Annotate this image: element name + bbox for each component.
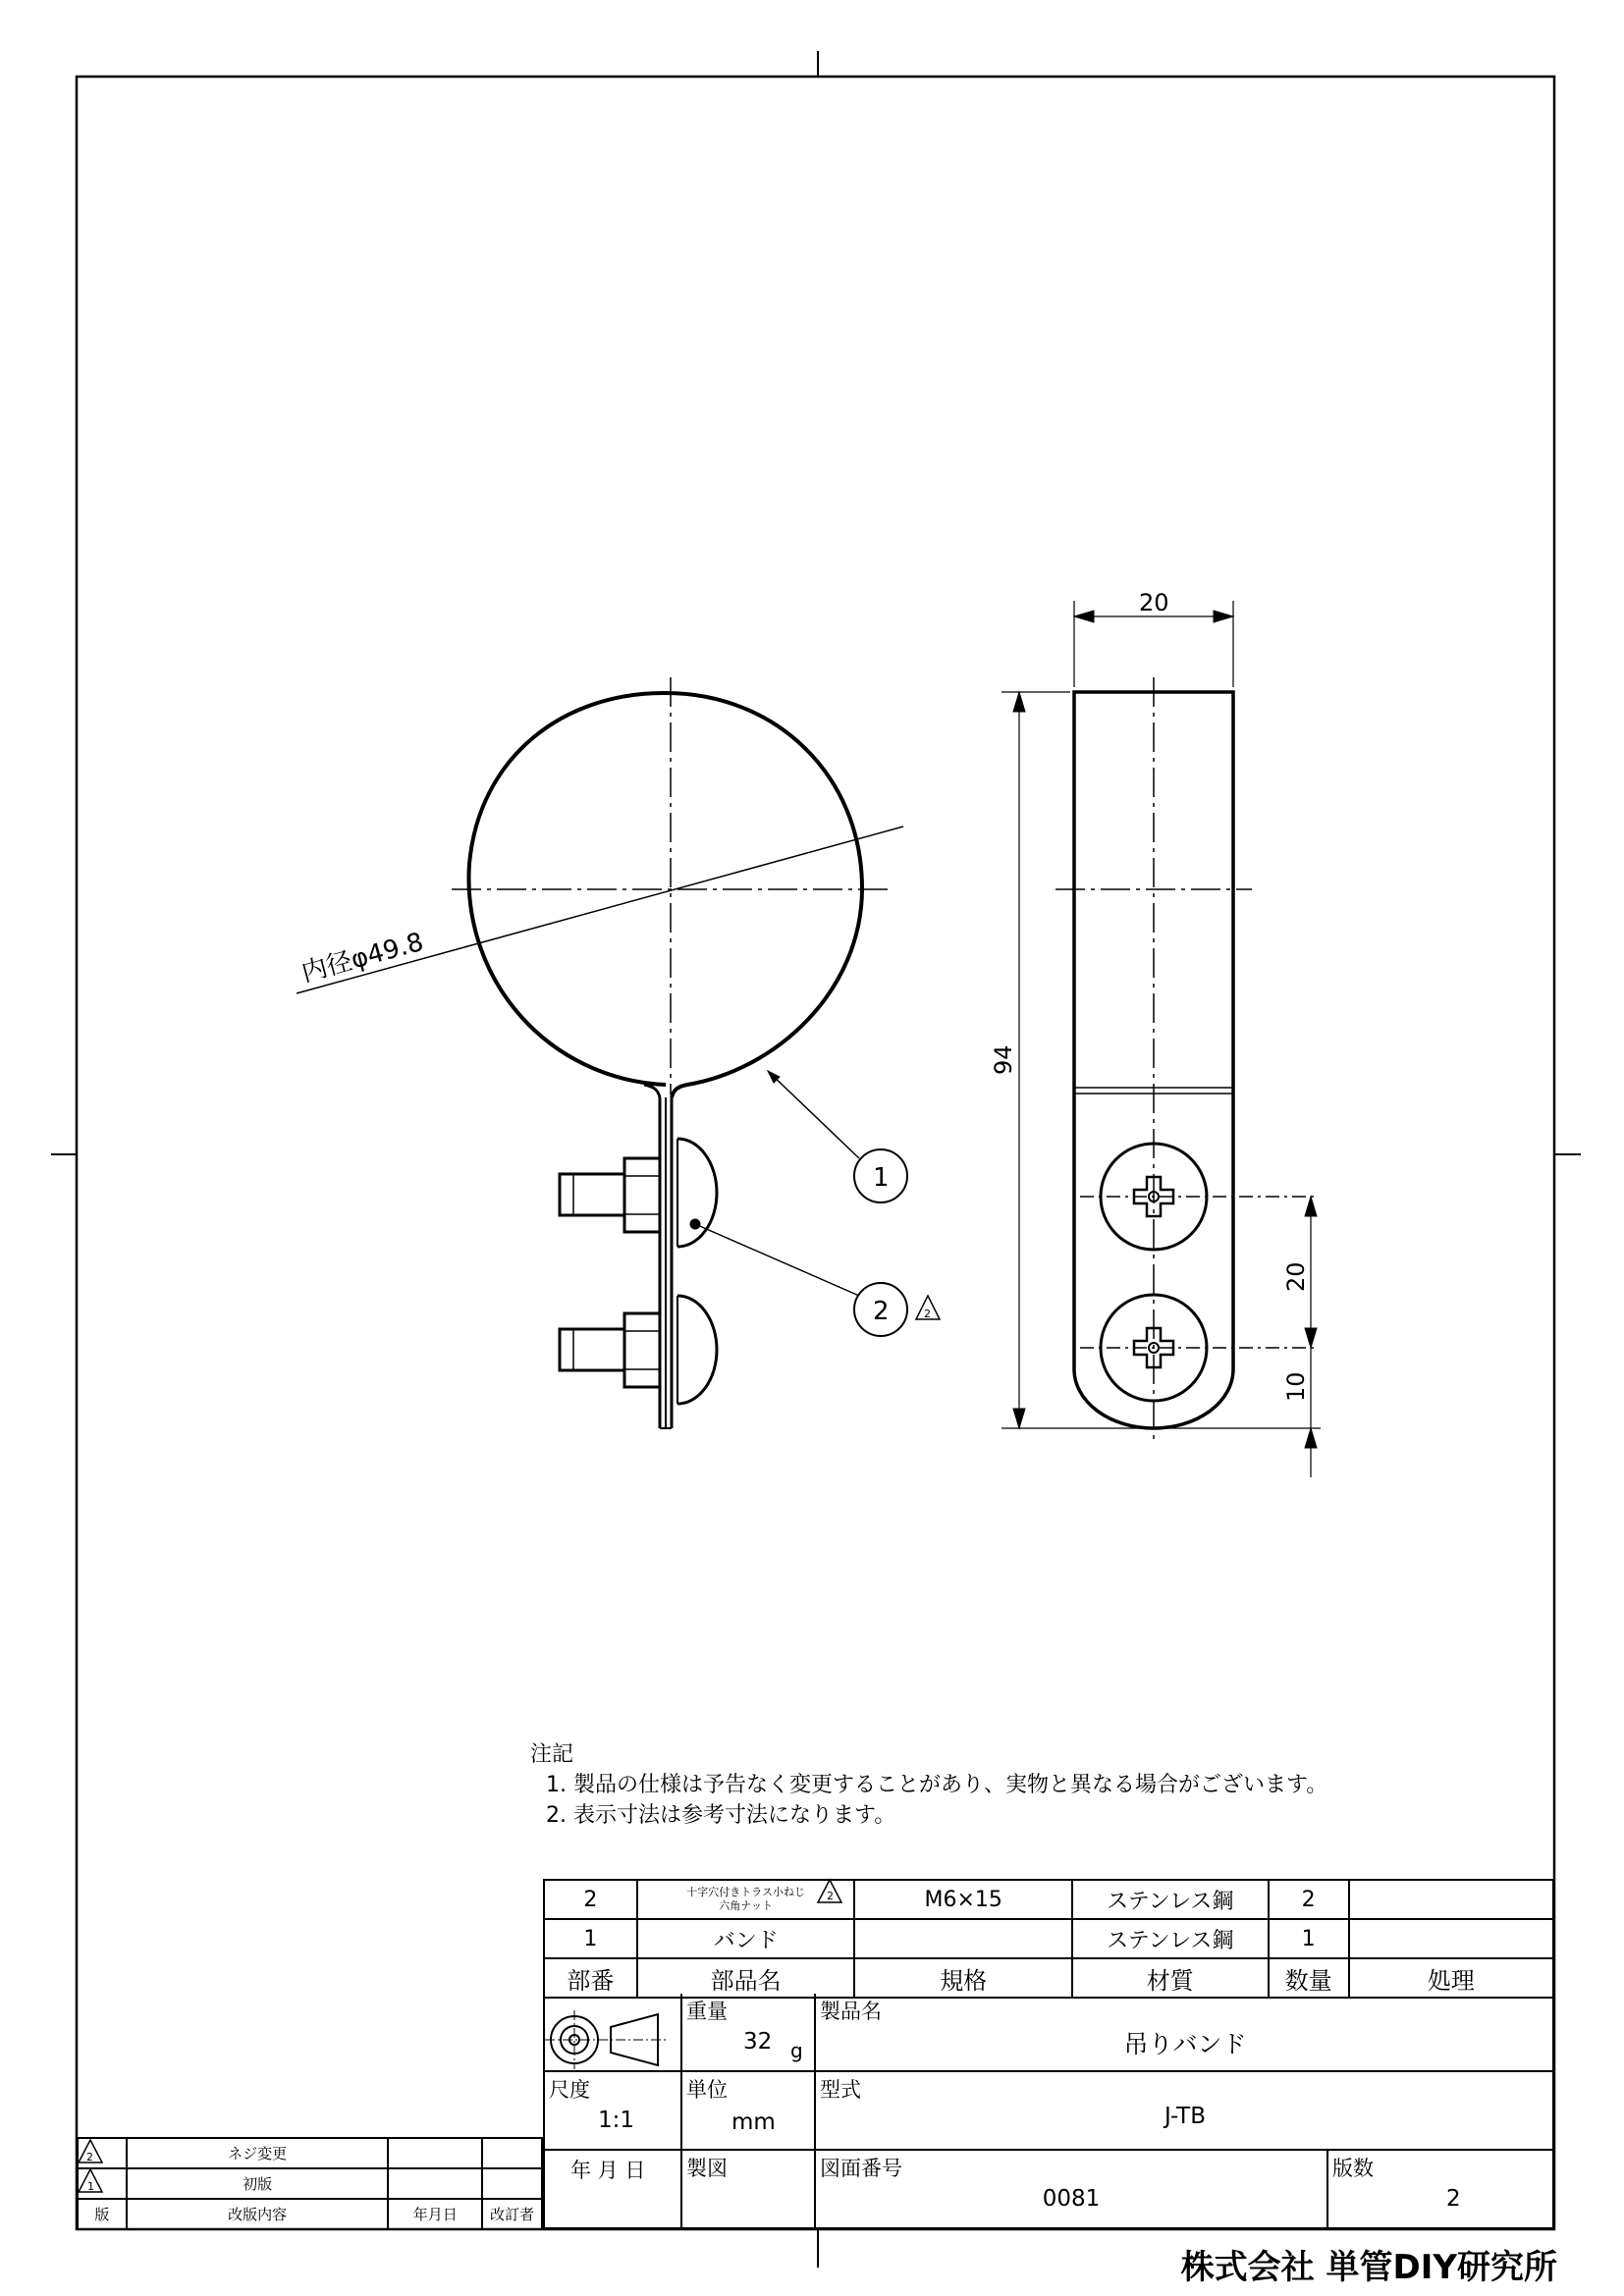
dim-height: 94 xyxy=(990,1044,1017,1075)
revision-date xyxy=(388,2168,482,2199)
model-value: J-TB xyxy=(1164,2104,1206,2129)
balloon-2-revision-mark: 2 xyxy=(924,1308,931,1320)
header-edition: 版 xyxy=(78,2199,127,2229)
diameter-label: 内径φ49.8 xyxy=(298,927,427,988)
revision-content: 初版 xyxy=(127,2168,389,2199)
part-material: ステンレス鋼 xyxy=(1072,1919,1269,1958)
product-name-label: 製品名 xyxy=(820,2000,882,2023)
table-header-row xyxy=(544,1958,1553,1998)
part-material: ステンレス鋼 xyxy=(1072,1880,1269,1919)
revision-table xyxy=(77,2137,543,2230)
drawn-cell xyxy=(682,2151,816,2227)
drawing-number: 0081 xyxy=(1042,2186,1101,2212)
table-row xyxy=(78,2168,542,2199)
unit-cell xyxy=(682,2072,816,2151)
header-qty: 数量 xyxy=(1269,1958,1349,1998)
model-label: 型式 xyxy=(820,2078,861,2102)
balloon-1-label: 1 xyxy=(873,1163,890,1193)
header-part-no: 部番 xyxy=(544,1958,637,1998)
scale-label: 尺度 xyxy=(549,2078,590,2102)
part-name: 十字穴付きトラス小ねじ 六角ナット xyxy=(637,1880,855,1919)
revision-mark xyxy=(78,2138,127,2168)
header-date: 年月日 xyxy=(388,2199,482,2229)
scale-cell xyxy=(545,2072,682,2151)
notes-heading: 注記 xyxy=(530,1742,574,1767)
model-cell xyxy=(816,2072,1554,2151)
weight-value: 32 xyxy=(743,2029,773,2055)
revision-by xyxy=(482,2168,542,2199)
table-header-row xyxy=(78,2199,542,2229)
product-name: 吊りバンド xyxy=(1123,2030,1247,2058)
front-view xyxy=(297,677,940,1428)
edition-cell xyxy=(1328,2151,1554,2227)
dim-width: 20 xyxy=(1139,589,1169,616)
header-reviser: 改訂者 xyxy=(482,2199,542,2229)
title-block xyxy=(543,1994,1554,2229)
svg-text:2: 2 xyxy=(86,2151,93,2163)
part-qty: 2 xyxy=(1269,1880,1349,1919)
header-spec: 規格 xyxy=(854,1958,1071,1998)
part-qty: 1 xyxy=(1269,1919,1349,1958)
revision-by xyxy=(482,2138,542,2168)
part-spec: M6×15 xyxy=(854,1880,1071,1919)
date-label: 年 月 日 xyxy=(570,2159,646,2182)
part-spec xyxy=(854,1919,1071,1958)
note-2: 2. 表示寸法は参考寸法になります。 xyxy=(546,1803,896,1828)
part-no: 1 xyxy=(544,1919,637,1958)
table-row xyxy=(544,1880,1553,1919)
table-row xyxy=(78,2138,542,2168)
part-name: バンド xyxy=(637,1919,855,1958)
scale-value: 1:1 xyxy=(598,2108,635,2133)
drawing-number-label: 図面番号 xyxy=(820,2157,902,2180)
header-part-name: 部品名 xyxy=(637,1958,855,1998)
header-material: 材質 xyxy=(1072,1958,1269,1998)
parts-table xyxy=(543,1879,1554,1999)
part-treatment xyxy=(1349,1880,1553,1919)
projection-cell xyxy=(545,1994,682,2072)
drawn-label: 製図 xyxy=(686,2157,728,2180)
unit-label: 単位 xyxy=(686,2078,728,2102)
dim-end-offset: 10 xyxy=(1282,1371,1310,1402)
svg-text:2: 2 xyxy=(827,1890,834,1902)
weight-label: 重量 xyxy=(686,2000,728,2023)
balloon-2-label: 2 xyxy=(873,1297,890,1326)
revision-mark xyxy=(78,2168,127,2199)
weight-unit: g xyxy=(790,2039,803,2062)
part-no: 2 xyxy=(544,1880,637,1919)
side-view xyxy=(1001,601,1321,1477)
header-revision-content: 改版内容 xyxy=(127,2199,389,2229)
company-name: 株式会社 単管DIY研究所 xyxy=(1180,2248,1557,2287)
note-1: 1. 製品の仕様は予告なく変更することがあり、実物と異なる場合がございます。 xyxy=(546,1773,1328,1797)
header-treatment: 処理 xyxy=(1349,1958,1553,1998)
table-row xyxy=(544,1919,1553,1958)
revision-date xyxy=(388,2138,482,2168)
weight-cell xyxy=(682,1994,816,2072)
dim-hole-pitch: 20 xyxy=(1282,1261,1310,1292)
part-treatment xyxy=(1349,1919,1553,1958)
unit-value: mm xyxy=(731,2109,776,2135)
date-cell xyxy=(545,2151,682,2227)
edition-value: 2 xyxy=(1446,2186,1461,2212)
notes xyxy=(530,1739,1327,1831)
edition-label: 版数 xyxy=(1332,2157,1374,2180)
drawing-number-cell xyxy=(816,2151,1328,2227)
product-name-cell xyxy=(816,1994,1554,2072)
revision-content: ネジ変更 xyxy=(127,2138,389,2168)
svg-text:1: 1 xyxy=(87,2180,94,2193)
